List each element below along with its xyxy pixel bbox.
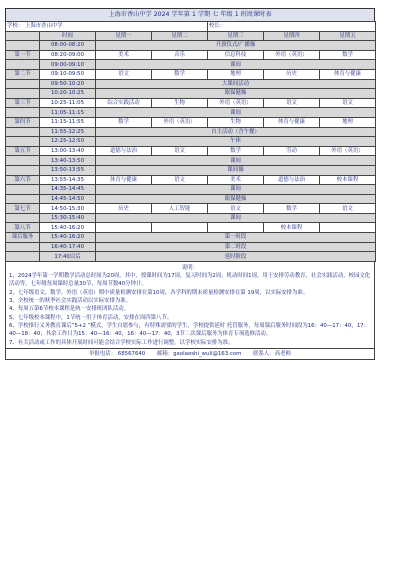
timetable-row bbox=[6, 242, 376, 252]
activity-cell: 午休 bbox=[96, 137, 376, 147]
period-label: 第四节 bbox=[6, 117, 40, 127]
note-item: 3、全校统一的秋季社会实践活动以实际安排为准。 bbox=[9, 298, 132, 305]
activity-cell: 延时阶段 bbox=[96, 252, 376, 262]
subject-cell: 数学 bbox=[208, 146, 264, 156]
subject-cell: 语文 bbox=[208, 204, 264, 214]
time-cell: 15:40-16:20 bbox=[40, 223, 96, 233]
subject-cell: 历史 bbox=[264, 69, 320, 79]
time-cell: 15:30-15:40 bbox=[40, 213, 96, 223]
subject-cell: 语文 bbox=[152, 175, 208, 185]
subject-cell: 生物 bbox=[152, 98, 208, 108]
subject-cell bbox=[96, 223, 152, 233]
subject-cell: 体育与健康 bbox=[96, 175, 152, 185]
subject-cell: 外语（英语） bbox=[264, 50, 320, 60]
subject-cell: 音乐 bbox=[152, 50, 208, 60]
timetable-row bbox=[6, 79, 376, 89]
activity-cell: 升旗仪式/广播操 bbox=[96, 41, 376, 51]
header-row bbox=[6, 31, 376, 41]
subject-cell: 语文 bbox=[320, 204, 376, 214]
period-label: 第八节 bbox=[6, 223, 40, 233]
timetable-row bbox=[6, 89, 376, 99]
subject-cell bbox=[320, 223, 376, 233]
period-label bbox=[6, 165, 40, 175]
note-item: 4、每周五第6节校本课程是统一安排班团队活动。 bbox=[9, 306, 130, 313]
timetable-row bbox=[6, 41, 376, 51]
period-label bbox=[6, 252, 40, 262]
subject-cell: 外语（英语） bbox=[320, 146, 376, 156]
note-item: 6、学校推行义务教育课后“5+2 ”模式，学生自愿参与，有特殊需要的学生，学校提供延时 托管服务，每周课后服务时间段为16：40—17：40，17：40—18：40；其余工作日为15：40—16：40，16：40—17：40，3节二次课后服务为体育专项选修活动。 bbox=[9, 322, 369, 338]
time-cell: 10:25-11:05 bbox=[40, 98, 96, 108]
subject-cell: 语文 bbox=[96, 69, 152, 79]
time-cell: 09:00-09:10 bbox=[40, 60, 96, 70]
timetable-row bbox=[6, 165, 376, 175]
period-label: 课后服务 bbox=[6, 233, 40, 243]
activity-cell: 课间 bbox=[96, 213, 376, 223]
subject-cell: 语文 bbox=[320, 98, 376, 108]
activity-cell: 课间 bbox=[96, 60, 376, 70]
activity-cell: 课间操 bbox=[96, 165, 376, 175]
subject-cell: 校本课程 bbox=[264, 223, 320, 233]
subject-cell: 历史 bbox=[96, 204, 152, 214]
time-cell: 16:40-17:40 bbox=[40, 242, 96, 252]
timetable-row bbox=[6, 137, 376, 147]
timetable-row bbox=[6, 60, 376, 70]
timetable-row bbox=[6, 108, 376, 118]
period-label: 第五节 bbox=[6, 146, 40, 156]
subject-cell bbox=[152, 223, 208, 233]
subject-cell: 地理 bbox=[320, 117, 376, 127]
period-label: 第一节 bbox=[6, 50, 40, 60]
header-cell: 时间 bbox=[40, 31, 96, 41]
time-cell: 11:55-12:25 bbox=[40, 127, 96, 137]
time-cell: 08:00-08:20 bbox=[40, 41, 96, 51]
period-label: 第三节 bbox=[6, 98, 40, 108]
timetable-row bbox=[6, 156, 376, 166]
subject-cell: 信息科技 bbox=[208, 50, 264, 60]
time-cell: 13:50-13:55 bbox=[40, 165, 96, 175]
time-cell: 12:25-12:50 bbox=[40, 137, 96, 147]
note-item: 2、七年级语文，数学，外语（英语）期中质量检测安排在第10周，各学科的期末质量检测安排在第 19周，以实际安排为准。 bbox=[9, 289, 309, 296]
subject-cell: 体育与健康 bbox=[320, 69, 376, 79]
subject-cell: 体育与健康 bbox=[264, 117, 320, 127]
time-cell: 09:10-09:50 bbox=[40, 69, 96, 79]
header-cell bbox=[6, 31, 40, 41]
header-cell: 星期三 bbox=[208, 31, 264, 41]
notes-list bbox=[9, 272, 371, 347]
period-label bbox=[6, 79, 40, 89]
period-label bbox=[6, 194, 40, 204]
school-name: 学校： 上海市香山中学 bbox=[6, 22, 208, 32]
timetable-row bbox=[6, 127, 376, 137]
period-label: 第二节 bbox=[6, 69, 40, 79]
subject-cell: 综合实践活动 bbox=[96, 98, 152, 108]
timetable-row bbox=[6, 117, 376, 127]
period-label bbox=[6, 156, 40, 166]
note-item: 7、有关活动或工作的具体开展时间可能会结合学校实际工作进行调整，以学校实际安排为准。 bbox=[9, 339, 234, 346]
contact-person: 联系人：高老师 bbox=[253, 350, 291, 357]
period-label bbox=[6, 213, 40, 223]
activity-cell: 大课间活动 bbox=[96, 79, 376, 89]
subject-cell: 数学 bbox=[96, 117, 152, 127]
note-item: 1、2024学年第一学期教学活动总时间为20周，其中，授课时间为17周，复习时间为2周，机动时间1周，用于安排劳动教育，社会实践活动，校园文化活动等，七年级每周课时总量30节，每周节数40分钟计。 bbox=[9, 273, 371, 288]
period-label: 第六节 bbox=[6, 175, 40, 185]
period-label bbox=[6, 127, 40, 137]
subject-cell bbox=[208, 223, 264, 233]
subject-cell: 语文 bbox=[264, 98, 320, 108]
notes-section bbox=[5, 262, 375, 349]
time-cell: 15:40-16:20 bbox=[40, 233, 96, 243]
period-label bbox=[6, 108, 40, 118]
header-cell: 星期一 bbox=[96, 31, 152, 41]
timetable-row bbox=[6, 233, 376, 243]
period-label bbox=[6, 60, 40, 70]
period-label bbox=[6, 137, 40, 147]
period-label bbox=[6, 242, 40, 252]
timetable bbox=[5, 21, 376, 262]
activity-cell: 第二时段 bbox=[96, 242, 376, 252]
subject-cell: 外语（英语） bbox=[152, 117, 208, 127]
timetable-row bbox=[6, 223, 376, 233]
time-cell: 13:00-13:40 bbox=[40, 146, 96, 156]
notes-title: 说明： bbox=[181, 264, 199, 271]
timetable-row bbox=[6, 213, 376, 223]
activity-cell: 眼保健操 bbox=[96, 194, 376, 204]
timetable-row bbox=[6, 175, 376, 185]
timetable-row bbox=[6, 50, 376, 60]
subject-cell: 语文 bbox=[152, 146, 208, 156]
time-cell: 14:35-14:45 bbox=[40, 185, 96, 195]
report-email: 邮箱：gaolaoshi_wuli@163.com bbox=[156, 350, 242, 357]
principal-label: 校长： bbox=[208, 22, 376, 32]
timetable-row bbox=[6, 98, 376, 108]
header-cell: 星期五 bbox=[320, 31, 376, 41]
time-cell: 14:50-15:30 bbox=[40, 204, 96, 214]
header-cell: 星期二 bbox=[152, 31, 208, 41]
timetable-row bbox=[6, 146, 376, 156]
activity-cell: 第一时段 bbox=[96, 233, 376, 243]
activity-cell: 自主活动（含午餐） bbox=[96, 127, 376, 137]
time-cell: 17:40以后 bbox=[40, 252, 96, 262]
subject-cell: 数学 bbox=[152, 69, 208, 79]
header-cell: 星期四 bbox=[264, 31, 320, 41]
activity-cell: 眼保健操 bbox=[96, 89, 376, 99]
time-cell: 10:20-10:25 bbox=[40, 89, 96, 99]
footer bbox=[5, 349, 375, 360]
subject-cell: 数学 bbox=[320, 50, 376, 60]
time-cell: 09:50-10:20 bbox=[40, 79, 96, 89]
subject-cell: 道德与法治 bbox=[96, 146, 152, 156]
time-cell: 08:20-09:00 bbox=[40, 50, 96, 60]
subject-cell: 生物 bbox=[208, 117, 264, 127]
period-label bbox=[6, 41, 40, 51]
subject-cell: 道德与法治 bbox=[264, 175, 320, 185]
timetable-row bbox=[6, 252, 376, 262]
time-cell: 14:45-14:50 bbox=[40, 194, 96, 204]
subject-cell: 人工智能 bbox=[152, 204, 208, 214]
timetable-row bbox=[6, 204, 376, 214]
sheet-title: 上海市香山中学 2024 学年第 1 学期 七 年级 1 班周课时表 bbox=[5, 8, 375, 21]
timetable-row bbox=[6, 69, 376, 79]
subject-cell: 地理 bbox=[208, 69, 264, 79]
time-cell: 11:05-11:15 bbox=[40, 108, 96, 118]
activity-cell: 课间 bbox=[96, 108, 376, 118]
timetable-row bbox=[6, 194, 376, 204]
time-cell: 13:55-14:35 bbox=[40, 175, 96, 185]
subject-cell: 劳动 bbox=[264, 146, 320, 156]
timetable-row bbox=[6, 185, 376, 195]
subject-cell: 校本课程 bbox=[320, 175, 376, 185]
period-label bbox=[6, 89, 40, 99]
report-phone: 举报电话： 68567640 bbox=[89, 350, 146, 357]
subject-cell: 外语（英语） bbox=[208, 98, 264, 108]
note-item: 5、七年级校本课程中，1节统一用于体育活动，安排在周四第八节。 bbox=[9, 314, 173, 321]
school-row bbox=[6, 22, 376, 32]
subject-cell: 美术 bbox=[208, 175, 264, 185]
period-label bbox=[6, 185, 40, 195]
time-cell: 11:15-11:55 bbox=[40, 117, 96, 127]
activity-cell: 课间 bbox=[96, 185, 376, 195]
timetable-sheet bbox=[5, 8, 375, 360]
period-label: 第七节 bbox=[6, 204, 40, 214]
subject-cell: 美术 bbox=[96, 50, 152, 60]
activity-cell: 课间 bbox=[96, 156, 376, 166]
subject-cell: 数学 bbox=[264, 204, 320, 214]
time-cell: 13:40-13:50 bbox=[40, 156, 96, 166]
